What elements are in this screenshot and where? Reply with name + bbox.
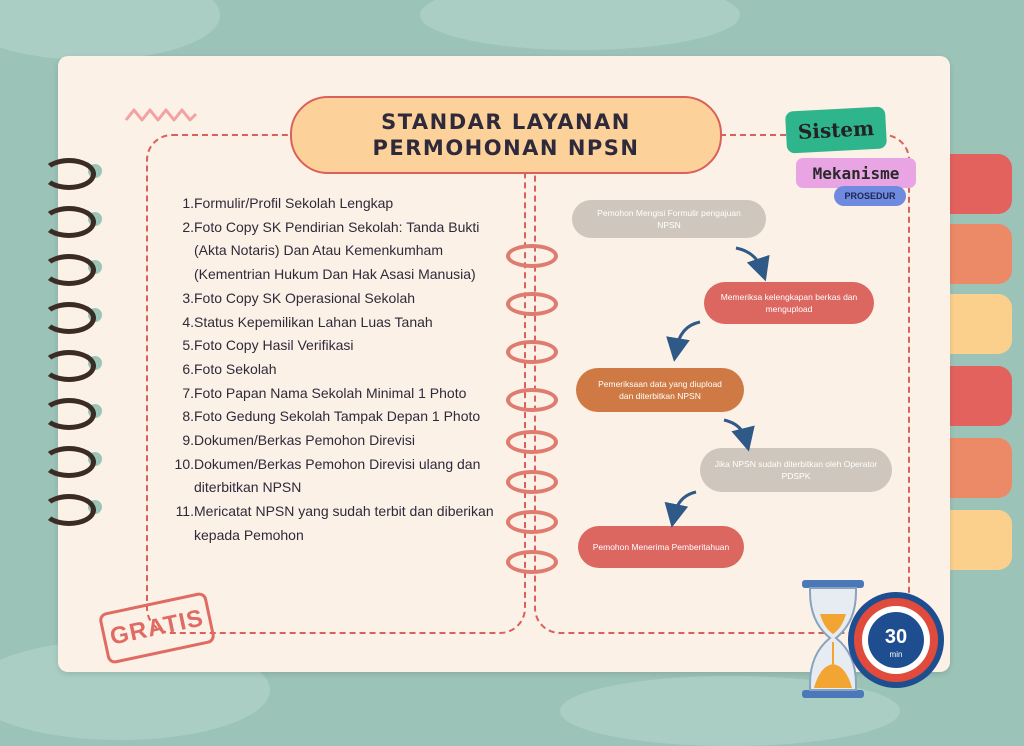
list-item: 2. Foto Copy SK Pendirian Sekolah: Tanda Bukti (Akta Notaris) Dan Atau Kemenkumham (Kementrian Hukum Dan Hak Asasi Manusia) xyxy=(182,218,480,283)
flow-step-2: Memeriksa kelengkapan berkas dan mengupload xyxy=(704,282,874,324)
flow-step-4: Jika NPSN sudah diterbitkan oleh Operator PDSPK xyxy=(700,448,892,492)
list-item: 9. Dokumen/Berkas Pemohon Direvisi xyxy=(182,432,415,449)
mekanisme-badge: Mekanisme xyxy=(796,158,916,188)
arrow-icon xyxy=(674,492,696,516)
list-item: 1. Formulir/Profil Sekolah Lengkap xyxy=(182,195,394,211)
gratis-stamp: GRATIS xyxy=(98,591,216,665)
list-item: 8. Foto Gedung Sekolah Tampak Depan 1 Photo xyxy=(182,408,481,425)
title-line-1: STANDAR LAYANAN xyxy=(381,110,631,134)
list-item: 5. Foto Copy Hasil Verifikasi xyxy=(182,337,354,354)
timer-unit: min xyxy=(889,650,903,659)
sistem-badge: Sistem xyxy=(785,106,887,153)
arrow-icon xyxy=(676,322,700,350)
arrow-icon xyxy=(724,420,746,440)
arrow-icon xyxy=(736,248,762,270)
list-item: 11. Mericatat NPSN yang sudah terbit dan diberikan kepada Pemohon xyxy=(175,503,494,543)
prosedur-badge: PROSEDUR xyxy=(834,186,906,206)
list-item: 7. Foto Papan Nama Sekolah Minimal 1 Photo xyxy=(182,384,467,401)
flow-step-3: Pemeriksaan data yang diupload dan diterbitkan NPSN xyxy=(576,368,744,412)
list-item: 10. Dokumen/Berkas Pemohon Direvisi ulang dan diterbitkan NPSN xyxy=(174,455,481,496)
list-item: 3. Foto Copy SK Operasional Sekolah xyxy=(182,289,416,306)
flow-step-1: Pemohon Mengisi Formulir pengajuan NPSN xyxy=(572,200,766,238)
list-item: 4. Status Kepemilikan Lahan Luas Tanah xyxy=(182,313,433,330)
timer-value: 30 xyxy=(884,626,908,648)
list-item: 6. Foto Sekolah xyxy=(182,360,277,377)
title-line-2: PERMOHONAN NPSN xyxy=(372,136,640,160)
flow-step-5: Pemohon Menerima Pemberitahuan xyxy=(578,526,744,568)
